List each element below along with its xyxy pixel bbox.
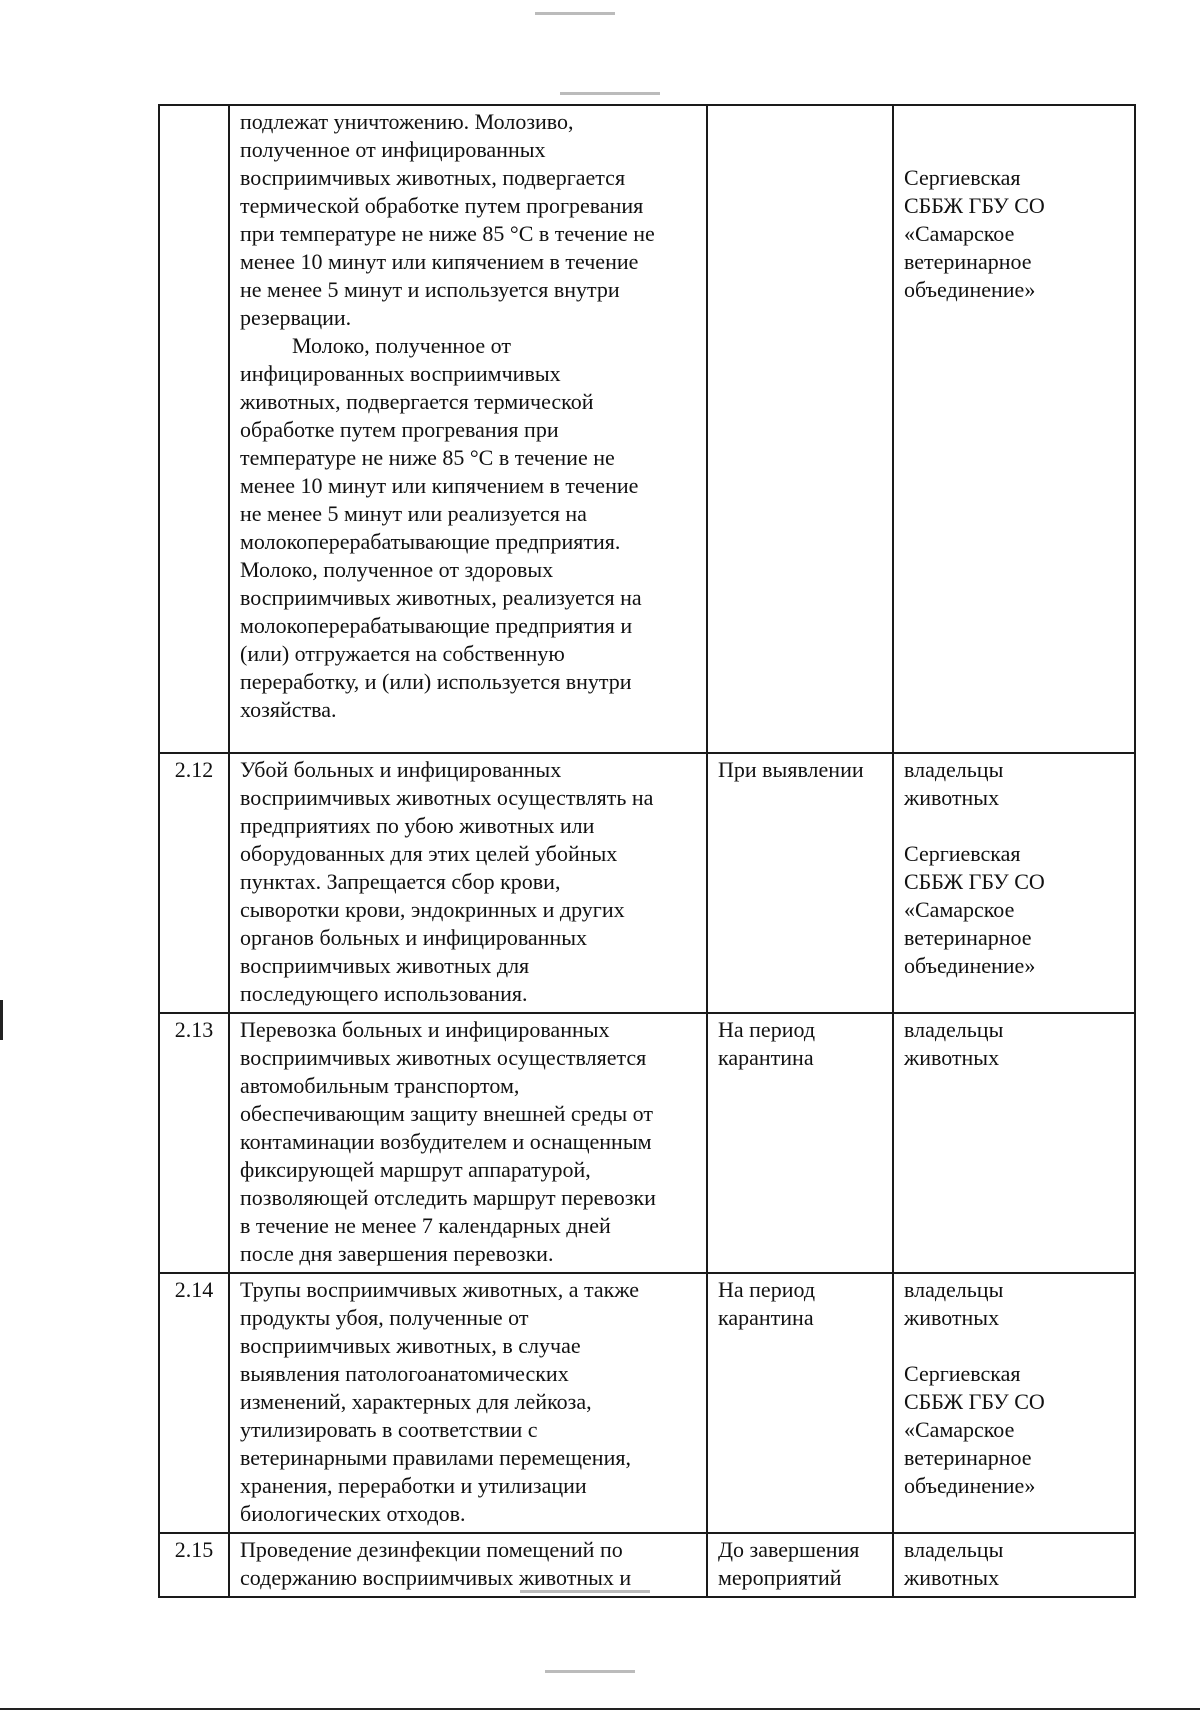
responsible-spacer xyxy=(904,136,1124,164)
measure-term xyxy=(707,1533,893,1597)
measure-paragraph: подлежат уничтожению. Молозиво, полученное от инфицированных восприимчивых животных, подвергается термической обработке путем прогревания при температуре не ниже 85 °С в течение не менее 10 минут или кипячением в течение не менее 5 минут и используется внутри резервации. xyxy=(240,109,655,330)
table-row xyxy=(159,105,1135,753)
measure-term xyxy=(707,1273,893,1533)
measure-term xyxy=(707,105,893,753)
measure-text xyxy=(229,1273,707,1533)
responsible-spacer xyxy=(904,108,1124,136)
responsible-spacer xyxy=(904,1332,1124,1360)
measure-responsible xyxy=(893,1273,1135,1533)
measure-responsible xyxy=(893,1013,1135,1273)
table-row xyxy=(159,1533,1135,1597)
scan-edge-mark xyxy=(0,1000,3,1040)
measure-term-text: На период карантина xyxy=(718,1017,816,1070)
measure-text xyxy=(229,105,707,753)
measure-paragraph: Проведение дезинфекции помещений по содержанию восприимчивых животных и xyxy=(240,1537,632,1590)
row-number: 2.13 xyxy=(159,1013,229,1273)
measure-responsible xyxy=(893,105,1135,753)
table-row xyxy=(159,1273,1135,1533)
measure-paragraph: Трупы восприимчивых животных, а также продукты убоя, полученные от восприимчивых животных, в случае выявления патологоанатомических изменений, характерных для лейкоза, утилизировать в соответствии с ветеринарными правилами перемещения, хранения, переработки и утилизации биологических отходов. xyxy=(240,1277,640,1526)
row-number: 2.12 xyxy=(159,753,229,1013)
row-number: 2.15 xyxy=(159,1533,229,1597)
row-number: 2.14 xyxy=(159,1273,229,1533)
measure-paragraph: Перевозка больных и инфицированных восприимчивых животных осуществляется автомобильным транспортом, обеспечивающим защиту внешней среды от контаминации возбудителем и оснащенным фиксирующей маршрут аппаратурой, позволяющей отследить маршрут перевозки в течение не менее 7 календарных дней после дня завершения перевозки. xyxy=(240,1017,656,1266)
scan-speck xyxy=(545,1670,635,1673)
measure-responsible xyxy=(893,1533,1135,1597)
measure-term xyxy=(707,753,893,1013)
scan-bottom-edge xyxy=(0,1708,1200,1710)
measure-term-text: До завершения мероприятий xyxy=(718,1537,860,1590)
responsible-spacer xyxy=(904,812,1124,840)
responsible-party: владельцы животных xyxy=(904,1277,1004,1330)
responsible-party: владельцы животных xyxy=(904,1537,1004,1590)
measure-text xyxy=(229,1533,707,1597)
responsible-party: владельцы животных xyxy=(904,757,1004,810)
table-row xyxy=(159,1013,1135,1273)
measure-text xyxy=(229,753,707,1013)
table-row xyxy=(159,753,1135,1013)
measure-term-text: На период карантина xyxy=(718,1277,816,1330)
measure-term xyxy=(707,1013,893,1273)
measures-table xyxy=(158,104,1136,1598)
responsible-party: Сергиевская СББЖ ГБУ СО «Самарское ветеринарное объединение» xyxy=(904,1361,1045,1498)
scan-speck xyxy=(560,92,660,95)
measure-paragraph: Убой больных и инфицированных восприимчивых животных осуществлять на предприятиях по убою животных или оборудованных для этих целей убойных пунктах. Запрещается сбор крови, сыворотки крови, эндокринных и других органов больных и инфицированных восприимчивых животных для последующего использования. xyxy=(240,757,654,1006)
measure-text xyxy=(229,1013,707,1273)
measure-responsible xyxy=(893,753,1135,1013)
scan-speck xyxy=(535,12,615,15)
responsible-party: владельцы животных xyxy=(904,1017,1004,1070)
scan-speck xyxy=(520,1590,650,1593)
row-number xyxy=(159,105,229,753)
responsible-party: Сергиевская СББЖ ГБУ СО «Самарское ветеринарное объединение» xyxy=(904,841,1045,978)
measure-term-text: При выявлении xyxy=(718,757,864,782)
responsible-party: Сергиевская СББЖ ГБУ СО «Самарское ветеринарное объединение» xyxy=(904,165,1045,302)
measure-paragraph: Молоко, полученное от инфицированных восприимчивых животных, подвергается термической обработке путем прогревания при температуре не ниже 85 °С в течение не менее 10 минут или кипячением в течение не менее 5 минут или реализуется на молокоперерабатывающие предприятия. Молоко, полученное от здоровых восприимчивых животных, реализуется на молокоперерабатывающие предприятия и (или) отгружается на собственную переработку, и (или) используется внутри хозяйства. xyxy=(240,333,642,722)
